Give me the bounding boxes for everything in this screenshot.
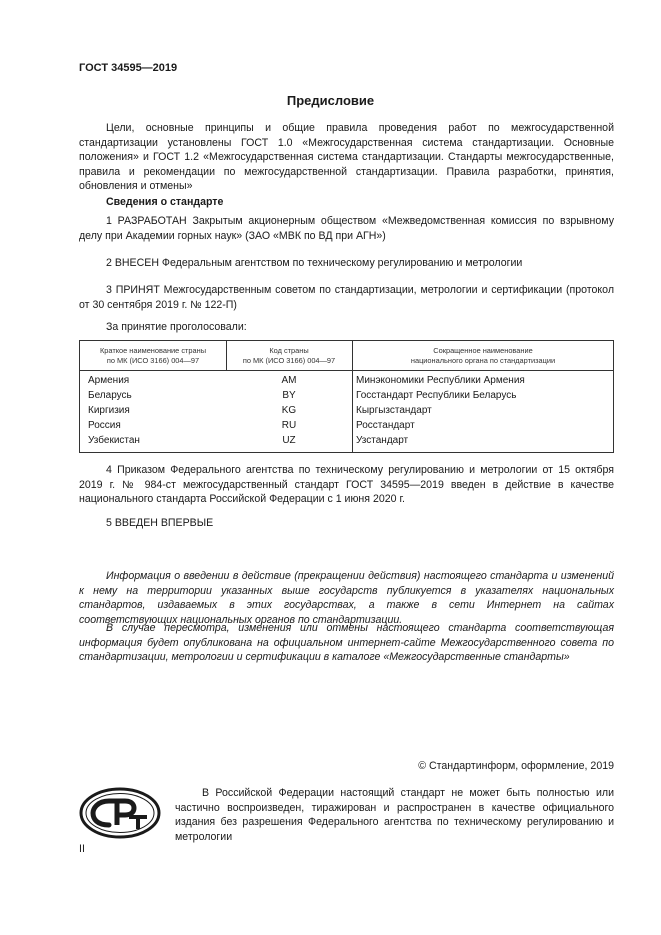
notice-paragraph-2: В случае пересмотра, изменения или отмены настоящего стандарта соответствующая информация будет опубликована на официальном интернет-сайте Межгосударственного совета по стандартизации, метрологии и сертификации в каталоге «Межгосударственные стандарты» <box>79 622 614 664</box>
table-row: Россия RU Росстандарт <box>88 420 415 431</box>
item-4: 4 Приказом Федерального агентства по техническому регулированию и метрологии от 15 октября 2019 г. № 984-ст межгосударственный стандарт ГОСТ 34595—2019 введен в действие в качестве национального стандарта Российской Федерации с 1 июня 2020 г. <box>79 464 614 506</box>
table-header-country: Краткое наименование страны по МК (ИСО 3166) 004—97 <box>99 345 207 365</box>
page-number: II <box>79 843 85 855</box>
table-row: Беларусь BY Госстандарт Республики Беларусь <box>88 390 517 401</box>
item-2: 2 ВНЕСЕН Федеральным агентством по техническому регулированию и метрологии <box>106 257 523 269</box>
rst-logo-icon <box>79 787 161 839</box>
table-header-body: Сокращенное наименование национального органа по стандартизации <box>410 345 556 365</box>
notice-paragraph-1: Информация о введении в действие (прекращении действия) настоящего стандарта и изменений к нему на территории указанных выше государств публикуется в указателях национальных стандартов, издаваемых в этих государствах, а также в сети Интернет на сайтах соответствующих национальных органов по стандартизации. <box>79 570 614 626</box>
intro-paragraph: Цели, основные принципы и общие правила проведения работ по межгосударственной стандартизации установлены ГОСТ 1.0 «Межгосударственная система стандартизации. Основные положения» и ГОСТ 1.2 «Межгосударственная система стандартизации. Стандарты межгосударственные, правила и рекомендации по межгосударственной стандартизации. Правила разработки, принятия, обновления и отмены» <box>79 122 614 193</box>
voting-table <box>79 340 614 453</box>
table-header-code: Код страны по МК (ИСО 3166) 004—97 <box>242 345 336 365</box>
page-title: Предисловие <box>286 93 375 108</box>
item-1: 1 РАЗРАБОТАН Закрытым акционерным обществом «Межведомственная комиссия по взрывному делу при Академии горных наук» (ЗАО «МВК по ВД при АГН») <box>79 215 614 242</box>
section-title: Сведения о стандарте <box>106 196 224 208</box>
reproduction-notice: В Российской Федерации настоящий стандарт не может быть полностью или частично воспроизведен, тиражирован и распространен в качестве официального издания без разрешения Федерального агентства по техническому регулированию и метрологии <box>175 787 614 843</box>
document-header: ГОСТ 34595—2019 <box>79 62 178 74</box>
item-5: 5 ВВЕДЕН ВПЕРВЫЕ <box>106 517 214 529</box>
table-row: Армения AM Минэкономики Республики Армения <box>88 375 525 386</box>
item-3: 3 ПРИНЯТ Межгосударственным советом по стандартизации, метрологии и сертификации (протокол от 30 сентября 2019 г. № 122-П) <box>79 284 614 311</box>
voted-label: За принятие проголосовали: <box>106 321 247 333</box>
table-row: Узбекистан UZ Узстандарт <box>88 435 409 446</box>
table-row: Киргизия KG Кыргызстандарт <box>88 405 432 416</box>
copyright-line: © Стандартинформ, оформление, 2019 <box>418 760 614 772</box>
